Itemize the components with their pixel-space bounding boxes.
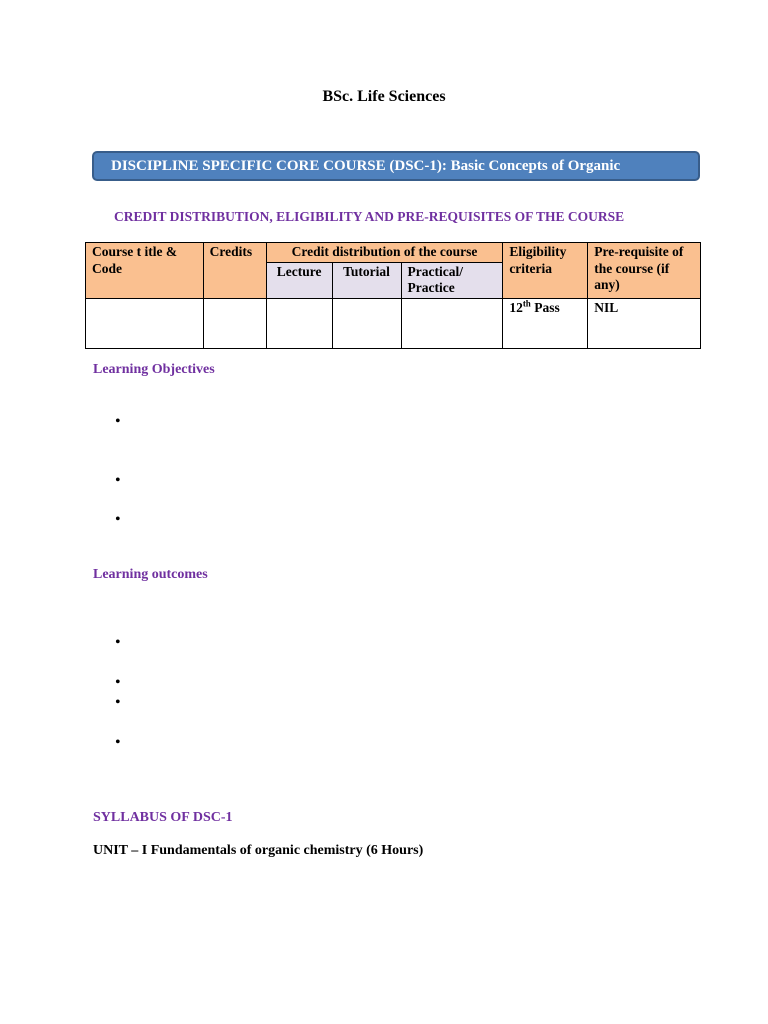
cell-lecture bbox=[266, 298, 332, 348]
table-row bbox=[86, 298, 701, 348]
header-tutorial: Tutorial bbox=[332, 262, 401, 298]
header-eligibility: Eligibility criteria bbox=[503, 243, 588, 299]
credit-distribution-table bbox=[85, 242, 701, 349]
header-practical: Practical/ Practice bbox=[401, 262, 503, 298]
header-course-title: Course t itle & Code bbox=[86, 243, 204, 299]
objective-bullet: • bbox=[115, 472, 121, 489]
cell-prerequisite: NIL bbox=[588, 298, 701, 348]
document-title: BSc. Life Sciences bbox=[322, 88, 446, 105]
syllabus-heading: SYLLABUS OF DSC-1 bbox=[93, 810, 233, 825]
learning-outcomes-heading: Learning outcomes bbox=[93, 567, 208, 582]
header-prerequisite: Pre-requisite of the course (if any) bbox=[588, 243, 701, 299]
eligibility-ordinal: th bbox=[522, 298, 531, 308]
learning-objectives-heading: Learning Objectives bbox=[93, 362, 215, 377]
objective-bullet: • bbox=[115, 413, 121, 430]
cell-tutorial bbox=[332, 298, 401, 348]
header-credit-distribution: Credit distribution of the course bbox=[266, 243, 503, 263]
header-credits: Credits bbox=[203, 243, 266, 299]
cell-eligibility bbox=[503, 298, 588, 348]
outcome-bullet: • bbox=[115, 734, 121, 751]
cell-credits bbox=[203, 298, 266, 348]
header-lecture: Lecture bbox=[266, 262, 332, 298]
outcome-bullet: • bbox=[115, 694, 121, 711]
cell-course bbox=[86, 298, 204, 348]
unit-1-heading: UNIT – I Fundamentals of organic chemistry (6 Hours) bbox=[93, 843, 424, 858]
objective-bullet: • bbox=[115, 511, 121, 528]
outcome-bullet: • bbox=[115, 634, 121, 651]
eligibility-text: Pass bbox=[530, 299, 560, 315]
credit-distribution-heading: CREDIT DISTRIBUTION, ELIGIBILITY AND PRE-REQUISITES OF THE COURSE bbox=[114, 209, 625, 224]
cell-practical bbox=[401, 298, 503, 348]
outcome-bullet: • bbox=[115, 674, 121, 691]
eligibility-number: 12 bbox=[509, 299, 523, 315]
course-banner: DISCIPLINE SPECIFIC CORE COURSE (DSC-1): Basic Concepts of Organic bbox=[92, 151, 700, 181]
